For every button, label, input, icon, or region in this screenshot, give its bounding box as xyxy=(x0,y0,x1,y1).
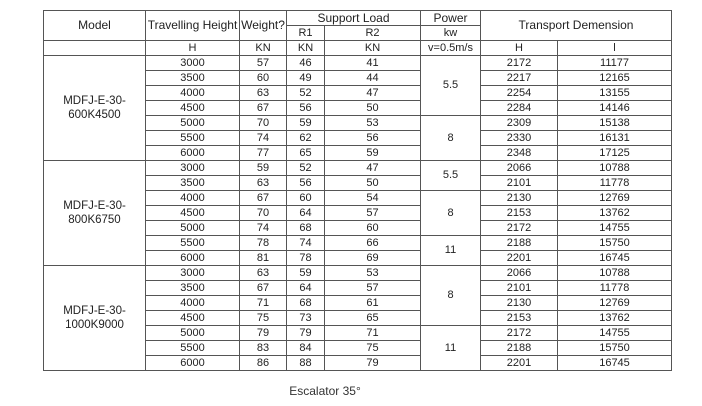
height-cell: 4000 xyxy=(146,86,240,101)
transport-h-cell: 2101 xyxy=(481,281,558,296)
height-cell: 5000 xyxy=(146,326,240,341)
transport-l-cell: 16745 xyxy=(558,251,672,266)
model-cell: MDFJ-E-30-600K4500 xyxy=(44,56,146,161)
weight-cell: 67 xyxy=(240,101,287,116)
table-row xyxy=(44,161,672,176)
r1-cell: 79 xyxy=(287,326,325,341)
weight-cell: 60 xyxy=(240,71,287,86)
r1-cell: 65 xyxy=(287,146,325,161)
r1-cell: 59 xyxy=(287,266,325,281)
r2-cell: 50 xyxy=(325,101,421,116)
transport-h-cell: 2188 xyxy=(481,341,558,356)
height-cell: 3000 xyxy=(146,56,240,71)
weight-unit: KN xyxy=(240,41,287,56)
height-cell: 3000 xyxy=(146,161,240,176)
height-cell: 4500 xyxy=(146,311,240,326)
transport-h-cell: 2348 xyxy=(481,146,558,161)
model-cell: MDFJ-E-30-800K6750 xyxy=(44,161,146,266)
power-cell: 5.5 xyxy=(421,56,481,116)
r1-cell: 56 xyxy=(287,101,325,116)
r1-cell: 64 xyxy=(287,206,325,221)
transport-l-cell: 13762 xyxy=(558,206,672,221)
weight-cell: 71 xyxy=(240,296,287,311)
transport-h-cell: 2130 xyxy=(481,191,558,206)
r2-cell: 59 xyxy=(325,146,421,161)
support-load-header: Support Load xyxy=(287,11,421,26)
weight-cell: 67 xyxy=(240,281,287,296)
transport-l-cell: 16131 xyxy=(558,131,672,146)
weight-cell: 77 xyxy=(240,146,287,161)
transport-h-cell: 2172 xyxy=(481,221,558,236)
transport-h-cell: 2066 xyxy=(481,266,558,281)
escalator-spec-table xyxy=(43,10,672,371)
power-header: Power xyxy=(421,11,481,26)
weight-cell: 70 xyxy=(240,206,287,221)
transport-l-cell: 15750 xyxy=(558,236,672,251)
transport-l-cell: 14146 xyxy=(558,101,672,116)
r1-unit: KN xyxy=(287,41,325,56)
weight-cell: 70 xyxy=(240,116,287,131)
weight-cell: 63 xyxy=(240,176,287,191)
transport-l-cell: 13155 xyxy=(558,86,672,101)
height-cell: 5500 xyxy=(146,341,240,356)
r1-cell: 68 xyxy=(287,296,325,311)
transport-l-cell: 14755 xyxy=(558,221,672,236)
transport-h-cell: 2217 xyxy=(481,71,558,86)
transport-l-cell: 10788 xyxy=(558,266,672,281)
height-cell: 4500 xyxy=(146,101,240,116)
height-unit: H xyxy=(146,41,240,56)
transport-h-cell: 2201 xyxy=(481,356,558,371)
transport-h-cell: 2201 xyxy=(481,251,558,266)
height-cell: 3500 xyxy=(146,176,240,191)
weight-cell: 81 xyxy=(240,251,287,266)
power-cell: 11 xyxy=(421,236,481,266)
r2-cell: 57 xyxy=(325,281,421,296)
r1-cell: 62 xyxy=(287,131,325,146)
r2-cell: 69 xyxy=(325,251,421,266)
header-row-1 xyxy=(44,11,672,26)
height-cell: 3000 xyxy=(146,266,240,281)
weight-cell: 86 xyxy=(240,356,287,371)
transport-l-cell: 15138 xyxy=(558,116,672,131)
r2-cell: 50 xyxy=(325,176,421,191)
transport-l-cell: 16745 xyxy=(558,356,672,371)
r2-cell: 61 xyxy=(325,296,421,311)
power-cell: 11 xyxy=(421,326,481,371)
transport-h-cell: 2309 xyxy=(481,116,558,131)
r1-cell: 88 xyxy=(287,356,325,371)
transport-h-cell: 2254 xyxy=(481,86,558,101)
power-cell: 8 xyxy=(421,191,481,236)
model-header: Model xyxy=(44,11,146,41)
height-cell: 5000 xyxy=(146,116,240,131)
table-body xyxy=(44,56,672,371)
weight-cell: 63 xyxy=(240,266,287,281)
power-cell: 8 xyxy=(421,266,481,326)
r1-cell: 73 xyxy=(287,311,325,326)
transport-h-cell: 2188 xyxy=(481,236,558,251)
height-cell: 6000 xyxy=(146,251,240,266)
r2-cell: 56 xyxy=(325,131,421,146)
transport-l-cell: 11778 xyxy=(558,176,672,191)
r1-cell: 52 xyxy=(287,86,325,101)
table-row xyxy=(44,266,672,281)
r1-cell: 49 xyxy=(287,71,325,86)
weight-cell: 74 xyxy=(240,131,287,146)
power-cell: 8 xyxy=(421,116,481,161)
weight-cell: 63 xyxy=(240,86,287,101)
r2-unit: KN xyxy=(325,41,421,56)
weight-cell: 57 xyxy=(240,56,287,71)
r1-cell: 46 xyxy=(287,56,325,71)
weight-cell: 75 xyxy=(240,311,287,326)
units-row xyxy=(44,41,672,56)
r2-cell: 47 xyxy=(325,161,421,176)
weight-cell: 83 xyxy=(240,341,287,356)
r2-cell: 53 xyxy=(325,116,421,131)
weight-header: Weight? xyxy=(240,11,287,41)
height-cell: 5500 xyxy=(146,236,240,251)
transport-h-cell: 2172 xyxy=(481,56,558,71)
r2-cell: 44 xyxy=(325,71,421,86)
transport-h-cell: 2066 xyxy=(481,161,558,176)
weight-cell: 67 xyxy=(240,191,287,206)
height-cell: 3500 xyxy=(146,281,240,296)
transport-l-cell: 10788 xyxy=(558,161,672,176)
height-cell: 5500 xyxy=(146,131,240,146)
r2-cell: 60 xyxy=(325,221,421,236)
height-cell: 6000 xyxy=(146,146,240,161)
r2-cell: 79 xyxy=(325,356,421,371)
weight-cell: 59 xyxy=(240,161,287,176)
transport-h-unit: H xyxy=(481,41,558,56)
r2-cell: 41 xyxy=(325,56,421,71)
height-cell: 3500 xyxy=(146,71,240,86)
r2-header: R2 xyxy=(325,26,421,41)
power-cell: 5.5 xyxy=(421,161,481,191)
r2-cell: 47 xyxy=(325,86,421,101)
r2-cell: 54 xyxy=(325,191,421,206)
power-unit: kw xyxy=(421,26,481,41)
r2-cell: 75 xyxy=(325,341,421,356)
transport-l-cell: 15750 xyxy=(558,341,672,356)
transport-l-cell: 13762 xyxy=(558,311,672,326)
table-row xyxy=(44,56,672,71)
transport-l-unit: l xyxy=(558,41,672,56)
transport-l-cell: 14755 xyxy=(558,326,672,341)
transport-h-cell: 2153 xyxy=(481,206,558,221)
r1-cell: 74 xyxy=(287,236,325,251)
transport-l-cell: 12769 xyxy=(558,296,672,311)
r2-cell: 53 xyxy=(325,266,421,281)
transport-header: Transport Demension xyxy=(481,11,672,41)
height-cell: 5000 xyxy=(146,221,240,236)
r1-cell: 59 xyxy=(287,116,325,131)
height-cell: 6000 xyxy=(146,356,240,371)
transport-h-cell: 2153 xyxy=(481,311,558,326)
r2-cell: 57 xyxy=(325,206,421,221)
r1-cell: 56 xyxy=(287,176,325,191)
model-cell: MDFJ-E-30-1000K9000 xyxy=(44,266,146,371)
r1-cell: 64 xyxy=(287,281,325,296)
height-cell: 4000 xyxy=(146,296,240,311)
r1-cell: 78 xyxy=(287,251,325,266)
r1-cell: 52 xyxy=(287,161,325,176)
model-unit-blank xyxy=(44,41,146,56)
transport-h-cell: 2130 xyxy=(481,296,558,311)
transport-l-cell: 11778 xyxy=(558,281,672,296)
r1-header: R1 xyxy=(287,26,325,41)
speed-unit: v=0.5m/s xyxy=(421,41,481,56)
r2-cell: 65 xyxy=(325,311,421,326)
weight-cell: 74 xyxy=(240,221,287,236)
transport-l-cell: 17125 xyxy=(558,146,672,161)
transport-l-cell: 12769 xyxy=(558,191,672,206)
transport-l-cell: 11177 xyxy=(558,56,672,71)
height-cell: 4500 xyxy=(146,206,240,221)
travelling-height-header: Travelling Height xyxy=(146,11,240,41)
r2-cell: 66 xyxy=(325,236,421,251)
transport-h-cell: 2284 xyxy=(481,101,558,116)
weight-cell: 78 xyxy=(240,236,287,251)
transport-h-cell: 2172 xyxy=(481,326,558,341)
transport-l-cell: 12165 xyxy=(558,71,672,86)
r2-cell: 71 xyxy=(325,326,421,341)
transport-h-cell: 2330 xyxy=(481,131,558,146)
height-cell: 4000 xyxy=(146,191,240,206)
r1-cell: 68 xyxy=(287,221,325,236)
r1-cell: 84 xyxy=(287,341,325,356)
weight-cell: 79 xyxy=(240,326,287,341)
caption: Escalator 35° xyxy=(289,384,361,398)
r1-cell: 60 xyxy=(287,191,325,206)
transport-h-cell: 2101 xyxy=(481,176,558,191)
